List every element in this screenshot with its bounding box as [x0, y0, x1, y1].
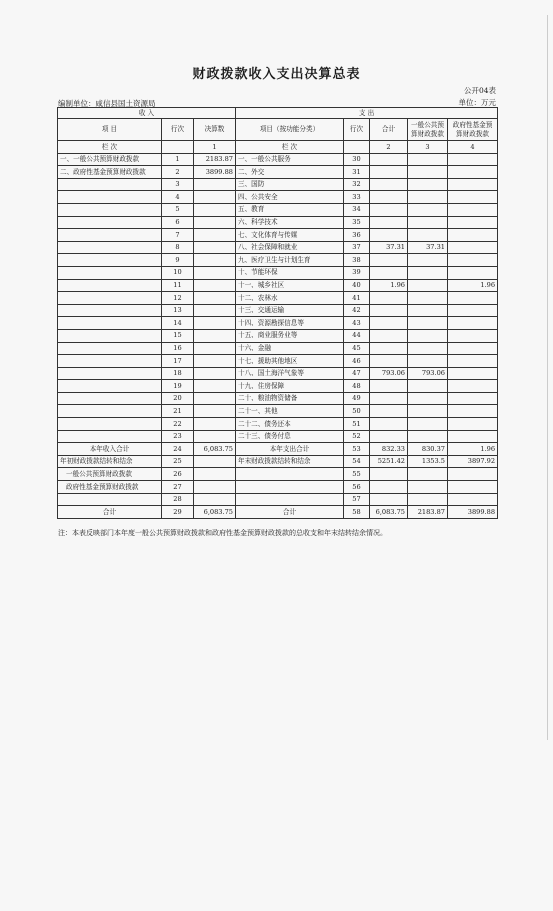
expense-row-no: 39: [344, 266, 370, 279]
expense-gov-fund: [448, 304, 498, 317]
expense-row-no: 50: [344, 405, 370, 418]
income-row-no: 2: [162, 166, 194, 179]
expense-general-budget: [408, 380, 448, 393]
expense-row-no: 51: [344, 418, 370, 431]
expense-gov-fund: [448, 254, 498, 267]
expense-total: [370, 392, 408, 405]
income-row-no: 25: [162, 455, 194, 468]
expense-gov-fund: 1.96: [448, 443, 498, 456]
income-item: [58, 317, 162, 330]
income-item: [58, 216, 162, 229]
income-value: [194, 304, 236, 317]
table-row: [58, 203, 498, 216]
column-label: 栏 次: [58, 141, 162, 154]
expense-total: [370, 178, 408, 191]
expense-total: [370, 418, 408, 431]
expense-general-budget: [408, 292, 448, 305]
expense-total: 1.96: [370, 279, 408, 292]
table-row: [58, 178, 498, 191]
expense-row-no: 33: [344, 191, 370, 204]
expense-gov-fund: [448, 153, 498, 166]
table-row: [58, 229, 498, 242]
income-value: 3899.88: [194, 166, 236, 179]
expense-gov-fund: [448, 292, 498, 305]
expense-item: 八、社会保障和就业: [236, 241, 344, 254]
expense-item: 十五、商业服务业等: [236, 329, 344, 342]
summary-row: [58, 493, 498, 506]
expense-total: 832.33: [370, 443, 408, 456]
expense-item: 二十三、债务付息: [236, 430, 344, 443]
expense-row-no: 42: [344, 304, 370, 317]
expense-item: [236, 493, 344, 506]
income-item: [58, 229, 162, 242]
expense-row-no: 43: [344, 317, 370, 330]
expense-general-budget: [408, 468, 448, 481]
income-value: [194, 405, 236, 418]
income-item: [58, 304, 162, 317]
income-row-no: 5: [162, 203, 194, 216]
income-item: [58, 178, 162, 191]
income-row-no: 6: [162, 216, 194, 229]
column-index-2: 2: [370, 141, 408, 154]
expense-header: 支 出: [236, 108, 498, 119]
income-value: [194, 317, 236, 330]
income-item: [58, 380, 162, 393]
expense-total: [370, 493, 408, 506]
expense-item: 二十、粮油物资储备: [236, 392, 344, 405]
expense-gov-fund: 3897.92: [448, 455, 498, 468]
expense-row-no: 55: [344, 468, 370, 481]
expense-total: [370, 468, 408, 481]
income-item: [58, 191, 162, 204]
expense-gov-fund: [448, 493, 498, 506]
income-item: [58, 292, 162, 305]
income-value: [194, 481, 236, 494]
expense-row-no: 53: [344, 443, 370, 456]
income-value: [194, 355, 236, 368]
expense-row-no: 56: [344, 481, 370, 494]
income-row-no: 1: [162, 153, 194, 166]
expense-row-no: 40: [344, 279, 370, 292]
income-row-no: 13: [162, 304, 194, 317]
income-row-no: 12: [162, 292, 194, 305]
expense-total: [370, 329, 408, 342]
expense-general-budget: 793.06: [408, 367, 448, 380]
expense-item: 十四、资源勘探信息等: [236, 317, 344, 330]
expense-row-no: 37: [344, 241, 370, 254]
income-row-no: 17: [162, 355, 194, 368]
expense-total: [370, 317, 408, 330]
expense-general-budget: [408, 279, 448, 292]
item-header: 项 目: [58, 119, 162, 141]
expense-gov-fund: [448, 178, 498, 191]
expense-total: [370, 380, 408, 393]
expense-gov-fund: [448, 203, 498, 216]
table-row: [58, 166, 498, 179]
expense-total: [370, 229, 408, 242]
expense-item: 三、国防: [236, 178, 344, 191]
income-row-no: 3: [162, 178, 194, 191]
expense-gov-fund: 1.96: [448, 279, 498, 292]
expense-general-budget: [408, 266, 448, 279]
column-index-3: 3: [408, 141, 448, 154]
income-row-no: 11: [162, 279, 194, 292]
expense-gov-fund: [448, 355, 498, 368]
expense-gov-fund: [448, 266, 498, 279]
form-code: 公开04表: [463, 86, 496, 95]
expense-item: 四、公共安全: [236, 191, 344, 204]
summary-row: [58, 481, 498, 494]
expense-general-budget: 1353.5: [408, 455, 448, 468]
expense-item: 二十一、其他: [236, 405, 344, 418]
expense-general-budget: 2183.87: [408, 506, 448, 519]
expense-item: 七、文化体育与传媒: [236, 229, 344, 242]
income-item: 政府性基金预算财政拨款: [58, 481, 162, 494]
table-row: [58, 279, 498, 292]
table-row: [58, 355, 498, 368]
income-row-no: 10: [162, 266, 194, 279]
expense-row-no: 57: [344, 493, 370, 506]
expense-general-budget: [408, 355, 448, 368]
income-value: [194, 279, 236, 292]
row-no-header: 行次: [162, 119, 194, 141]
expense-row-no: 45: [344, 342, 370, 355]
expense-general-budget: [408, 493, 448, 506]
table-row: [58, 241, 498, 254]
income-row-no: 7: [162, 229, 194, 242]
income-item: [58, 392, 162, 405]
total-header: 合计: [370, 119, 408, 141]
income-row-no: 28: [162, 493, 194, 506]
expense-item: 十七、援助其他地区: [236, 355, 344, 368]
summary-row: [58, 468, 498, 481]
expense-item: 本年支出合计: [236, 443, 344, 456]
expense-general-budget: [408, 342, 448, 355]
expense-general-budget: [408, 191, 448, 204]
expense-item: 十六、金融: [236, 342, 344, 355]
income-item: [58, 329, 162, 342]
expense-general-budget: [408, 166, 448, 179]
expense-gov-fund: [448, 468, 498, 481]
income-item: 本年收入合计: [58, 443, 162, 456]
expense-total: [370, 355, 408, 368]
expense-gov-fund: [448, 392, 498, 405]
expense-row-no: 58: [344, 506, 370, 519]
table-row: [58, 304, 498, 317]
expense-gov-fund: [448, 342, 498, 355]
table-note: 注：本表反映部门本年度一般公共预算财政拨款和政府性基金预算财政拨款的总收支和年末结转结余情况。: [58, 529, 387, 537]
expense-total: 793.06: [370, 367, 408, 380]
income-value: 6,083.75: [194, 443, 236, 456]
summary-row: [58, 506, 498, 519]
income-row-no: 18: [162, 367, 194, 380]
income-row-no: 23: [162, 430, 194, 443]
income-value: [194, 203, 236, 216]
expense-item: 九、医疗卫生与计划生育: [236, 254, 344, 267]
table-row: [58, 254, 498, 267]
income-value: [194, 254, 236, 267]
compiling-unit: 编制单位：咸信县国土资源局: [58, 99, 156, 108]
expense-row-no: 44: [344, 329, 370, 342]
header-row-section: [58, 108, 498, 119]
table-row: [58, 430, 498, 443]
column-label-2: 栏 次: [236, 141, 344, 154]
table-row: [58, 380, 498, 393]
expense-total: [370, 191, 408, 204]
expense-gov-fund: [448, 405, 498, 418]
income-row-no: 14: [162, 317, 194, 330]
income-item: [58, 355, 162, 368]
income-item: 年初财政拨款结转和结余: [58, 455, 162, 468]
table-row: [58, 392, 498, 405]
expense-item: 十二、农林水: [236, 292, 344, 305]
income-value: [194, 229, 236, 242]
table-row: [58, 153, 498, 166]
income-value: [194, 493, 236, 506]
table-row: [58, 266, 498, 279]
expense-total: [370, 216, 408, 229]
gov-fund-header: 政府性基金预算财政拨款: [448, 119, 498, 141]
expense-row-no: 36: [344, 229, 370, 242]
income-item: 一般公共预算财政拨款: [58, 468, 162, 481]
expense-gov-fund: [448, 418, 498, 431]
header-row-columns: [58, 119, 498, 141]
income-value: [194, 430, 236, 443]
expense-total: [370, 266, 408, 279]
expense-item: 二十二、债务还本: [236, 418, 344, 431]
expense-general-budget: [408, 329, 448, 342]
column-index-empty: [344, 141, 370, 154]
income-item: [58, 367, 162, 380]
income-value: [194, 292, 236, 305]
expense-general-budget: [408, 153, 448, 166]
expense-general-budget: [408, 304, 448, 317]
expense-row-no: 34: [344, 203, 370, 216]
expense-total: [370, 342, 408, 355]
income-item: [58, 279, 162, 292]
income-value: 2183.87: [194, 153, 236, 166]
expense-row-no: 47: [344, 367, 370, 380]
expense-general-budget: [408, 405, 448, 418]
income-row-no: 9: [162, 254, 194, 267]
expense-gov-fund: [448, 329, 498, 342]
column-index-4: 4: [448, 141, 498, 154]
income-row-no: 24: [162, 443, 194, 456]
expense-total: [370, 481, 408, 494]
expense-general-budget: [408, 229, 448, 242]
expense-item: [236, 481, 344, 494]
income-row-no: 21: [162, 405, 194, 418]
expense-row-no: 54: [344, 455, 370, 468]
expense-total: 5251.42: [370, 455, 408, 468]
table-row: [58, 216, 498, 229]
expense-total: 6,083.75: [370, 506, 408, 519]
income-row-no: 26: [162, 468, 194, 481]
expense-general-budget: [408, 178, 448, 191]
income-row-no: 15: [162, 329, 194, 342]
expense-gov-fund: [448, 191, 498, 204]
expense-row-no: 31: [344, 166, 370, 179]
expense-gov-fund: [448, 241, 498, 254]
income-value: [194, 342, 236, 355]
income-row-no: 20: [162, 392, 194, 405]
expense-row-no: 35: [344, 216, 370, 229]
summary-row: [58, 455, 498, 468]
expense-general-budget: [408, 430, 448, 443]
expense-gov-fund: [448, 430, 498, 443]
income-value: [194, 241, 236, 254]
expense-row-no: 41: [344, 292, 370, 305]
table-row: [58, 418, 498, 431]
income-item: [58, 254, 162, 267]
table-row: [58, 292, 498, 305]
expense-gov-fund: [448, 216, 498, 229]
expense-item: 六、科学技术: [236, 216, 344, 229]
table-row: [58, 329, 498, 342]
income-value: [194, 392, 236, 405]
expense-row-no: 49: [344, 392, 370, 405]
income-value: [194, 367, 236, 380]
column-index-row: [58, 141, 498, 154]
table-row: [58, 342, 498, 355]
income-row-no: 16: [162, 342, 194, 355]
table-row: [58, 317, 498, 330]
expense-item: 十一、城乡社区: [236, 279, 344, 292]
income-item: [58, 418, 162, 431]
income-item: [58, 241, 162, 254]
income-value: [194, 455, 236, 468]
income-item: [58, 266, 162, 279]
expense-row-no: 30: [344, 153, 370, 166]
expense-item: 十八、国土海洋气象等: [236, 367, 344, 380]
expense-item: 十三、交通运输: [236, 304, 344, 317]
budget-table: [57, 107, 498, 519]
income-item: [58, 493, 162, 506]
income-row-no: 19: [162, 380, 194, 393]
expense-item: [236, 468, 344, 481]
income-value: [194, 216, 236, 229]
table-body: [58, 153, 498, 518]
expense-item: 十、节能环保: [236, 266, 344, 279]
expense-total: [370, 203, 408, 216]
income-row-no: 4: [162, 191, 194, 204]
expense-general-budget: [408, 254, 448, 267]
income-item: 二、政府性基金预算财政拨款: [58, 166, 162, 179]
income-value: [194, 178, 236, 191]
income-item: [58, 203, 162, 216]
expense-total: [370, 254, 408, 267]
expense-row-no: 32: [344, 178, 370, 191]
income-value: [194, 418, 236, 431]
expense-total: [370, 430, 408, 443]
expense-total: 37.31: [370, 241, 408, 254]
expense-total: [370, 405, 408, 418]
item-func-header: 项目（按功能分类）: [236, 119, 344, 141]
expense-gov-fund: [448, 481, 498, 494]
table-row: [58, 405, 498, 418]
expense-item: 合计: [236, 506, 344, 519]
expense-general-budget: 37.31: [408, 241, 448, 254]
table-row: [58, 191, 498, 204]
settled-header: 决算数: [194, 119, 236, 141]
summary-row: [58, 443, 498, 456]
income-item: 合计: [58, 506, 162, 519]
expense-total: [370, 304, 408, 317]
expense-row-no: 52: [344, 430, 370, 443]
expense-general-budget: [408, 418, 448, 431]
column-index-1: 1: [194, 141, 236, 154]
expense-gov-fund: 3899.88: [448, 506, 498, 519]
column-index-empty: [162, 141, 194, 154]
expense-general-budget: [408, 216, 448, 229]
expense-item: 十九、住房保障: [236, 380, 344, 393]
expense-total: [370, 292, 408, 305]
expense-item: 一、一般公共服务: [236, 153, 344, 166]
income-item: [58, 405, 162, 418]
expense-gov-fund: [448, 367, 498, 380]
income-value: [194, 468, 236, 481]
income-row-no: 22: [162, 418, 194, 431]
expense-general-budget: [408, 481, 448, 494]
table-row: [58, 367, 498, 380]
expense-total: [370, 166, 408, 179]
expense-general-budget: 830.37: [408, 443, 448, 456]
expense-gov-fund: [448, 317, 498, 330]
expense-gov-fund: [448, 166, 498, 179]
income-item: 一、一般公共预算财政拨款: [58, 153, 162, 166]
expense-row-no: 38: [344, 254, 370, 267]
expense-row-no: 46: [344, 355, 370, 368]
expense-item: 年末财政拨款结转和结余: [236, 455, 344, 468]
expense-gov-fund: [448, 229, 498, 242]
income-value: [194, 266, 236, 279]
expense-item: 二、外交: [236, 166, 344, 179]
income-value: [194, 191, 236, 204]
expense-general-budget: [408, 392, 448, 405]
income-item: [58, 342, 162, 355]
expense-total: [370, 153, 408, 166]
expense-general-budget: [408, 203, 448, 216]
income-item: [58, 430, 162, 443]
expense-gov-fund: [448, 380, 498, 393]
expense-row-no: 48: [344, 380, 370, 393]
document-title: 财政拨款收入支出决算总表: [192, 67, 361, 82]
currency-unit: 单位：万元: [458, 98, 496, 107]
expense-general-budget: [408, 317, 448, 330]
income-header: 收 入: [58, 108, 236, 119]
income-row-no: 27: [162, 481, 194, 494]
income-value: [194, 329, 236, 342]
income-value: [194, 380, 236, 393]
general-budget-header: 一般公共预算财政拨款: [408, 119, 448, 141]
income-value: 6,083.75: [194, 506, 236, 519]
expense-item: 五、教育: [236, 203, 344, 216]
income-row-no: 8: [162, 241, 194, 254]
income-row-no: 29: [162, 506, 194, 519]
row-no-header-2: 行次: [344, 119, 370, 141]
